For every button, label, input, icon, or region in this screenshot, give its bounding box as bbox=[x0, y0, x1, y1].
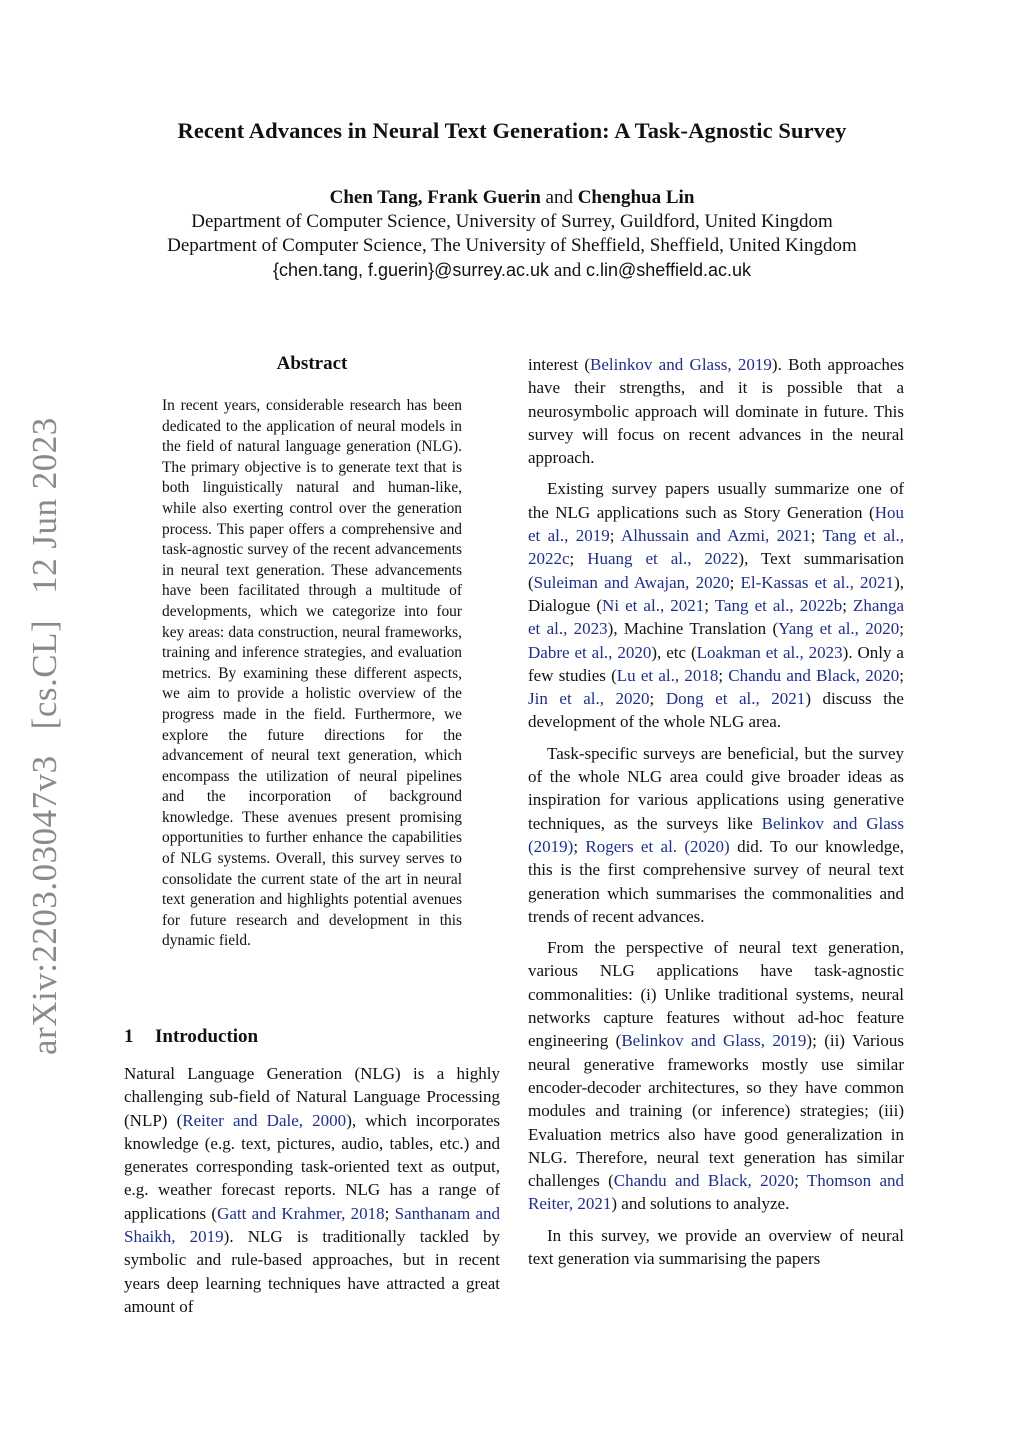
citation-link[interactable]: Loakman et al., 2023 bbox=[696, 642, 843, 662]
citation-link[interactable]: Zhanga et al., 2023 bbox=[528, 595, 905, 639]
citation-link[interactable]: Rogers et al. (2020) bbox=[585, 836, 730, 856]
section-heading-introduction bbox=[124, 1026, 258, 1048]
paragraph: From the perspective of neural text generation, various NLG applications have task-agnostic commonalities: (i) Unlike traditional systems, neural networks capture features without ad-hoc feature engineering (Belinkov and Glass, 2019); (ii) Various neural generative frameworks mostly use similar encoder-decoder architectures, so they have common modules and training (or inference) strategies; (iii) Evaluation metrics also have good generalization in NLG. Therefore, neural text generation has similar challenges (Chandu and Black, 2020; Thomson and Reiter, 2021) and solutions to analyze. bbox=[528, 938, 905, 1214]
email-and: and bbox=[553, 260, 582, 281]
arxiv-date: 12 Jun 2023 bbox=[25, 417, 64, 594]
author-emails bbox=[0, 258, 1024, 283]
citation-link[interactable]: Chandu and Black, 2020 bbox=[613, 1171, 795, 1191]
citation-link[interactable]: Lu et al., 2018 bbox=[616, 665, 719, 685]
citation-link[interactable]: Hou et al., 2019 bbox=[528, 502, 904, 546]
arxiv-id[interactable]: arXiv:2203.03047v3 bbox=[25, 755, 64, 1055]
paragraph: Task-specific surveys are beneficial, but the survey of the whole NLG area could give broader ideas as inspiration for various applications using generative techniques, as the surveys like Belinkov and Glass (2019); Rogers et al. (2020) did. To our knowledge, this is the first comprehensive survey of neural text generation which summarises the commonalities and trends of recent advances. bbox=[528, 743, 905, 926]
citation-link[interactable]: Thomson and Reiter, 2021 bbox=[528, 1171, 904, 1214]
arxiv-category: [cs.CL] bbox=[25, 619, 64, 730]
paragraph: In this survey, we provide an overview of neural text generation via summarising the papers bbox=[528, 1225, 904, 1268]
email-surrey[interactable]: {chen.tang, f.guerin}@surrey.ac.uk bbox=[272, 260, 550, 280]
paper-title: Recent Advances in Neural Text Generation: A Task-Agnostic Survey bbox=[177, 118, 847, 143]
section-title: Introduction bbox=[155, 1026, 259, 1047]
citation-link[interactable]: Belinkov and Glass, 2019 bbox=[590, 355, 772, 374]
citation-link[interactable]: Belinkov and Glass, 2019 bbox=[621, 1031, 807, 1051]
citation-link[interactable]: Ni et al., 2021 bbox=[602, 595, 705, 615]
citation-link[interactable]: Belinkov and Glass (2019) bbox=[528, 813, 905, 856]
citation-link[interactable]: Dabre et al., 2020 bbox=[528, 642, 652, 662]
citation-link[interactable]: Santhanam and Shaikh, 2019 bbox=[124, 1203, 500, 1247]
author-names bbox=[0, 186, 1024, 210]
citation-link[interactable]: Chandu and Black, 2020 bbox=[728, 665, 900, 685]
citation-link[interactable]: Alhussain and Azmi, 2021 bbox=[620, 526, 811, 546]
citation-link[interactable]: Yang et al., 2020 bbox=[778, 619, 900, 639]
citation-link[interactable]: Tang et al., 2022b bbox=[714, 595, 843, 615]
author-block bbox=[0, 186, 1024, 283]
right-column bbox=[528, 353, 904, 1270]
paragraph: Existing survey papers usually summarize one of the NLG applications such as Story Generation (Hou et al., 2019; Alhussain and Azmi, 2021; Tang et al., 2022c; Huang et al., 2022), Text summarisation (Suleiman and Awajan, 2020; El-Kassas et al., 2021), Dialogue (Ni et al., 2021; Tang et al., 2022b; Zhanga et al., 2023), Machine Translation (Yang et al., 2020; Dabre et al., 2020), etc (Loakman et al., 2023). Only a few studies (Lu et al., 2018; Chandu and Black, 2020; Jin et al., 2020; Dong et al., 2021) discuss the development of the whole NLG area. bbox=[528, 479, 905, 732]
arxiv-stamp bbox=[25, 417, 65, 1055]
email-sheffield[interactable]: c.lin@sheffield.ac.uk bbox=[586, 260, 752, 280]
citation-link[interactable]: Dong et al., 2021 bbox=[665, 689, 806, 709]
intro-left-column bbox=[124, 1062, 500, 1318]
citation-link[interactable]: Tang et al., 2022c bbox=[528, 526, 904, 569]
citation-link[interactable]: Reiter and Dale, 2000 bbox=[182, 1110, 347, 1130]
author-and: and bbox=[545, 187, 573, 208]
citation-link[interactable]: Huang et al., 2022 bbox=[587, 549, 739, 569]
citation-link[interactable]: Jin et al., 2020 bbox=[528, 689, 650, 709]
paragraph: interest (Belinkov and Glass, 2019). Both approaches have their strengths, and it is possible that a neurosymbolic approach will dominate in future. This survey will focus on recent advances in the neural approach. bbox=[528, 355, 905, 468]
section-number: 1 bbox=[124, 1026, 134, 1047]
abstract-heading: Abstract bbox=[276, 353, 348, 374]
author-names-1-2: Chen Tang, Frank Guerin bbox=[329, 187, 541, 208]
citation-link[interactable]: Gatt and Krahmer, 2018 bbox=[217, 1203, 385, 1223]
abstract-text: In recent years, considerable research has been dedicated to the application of neural models in the field of natural language generation (NLG). The primary objective is to generate text that is both linguistically natural and human-like, while also exerting control over the generation process. This paper offers a comprehensive and task-agnostic survey of the recent advancements in neural text generation. These advancements have been facilitated through a multitude of developments, which we categorize into four key areas: data construction, neural frameworks, training and inference strategies, and evaluation metrics. By examining these different aspects, we aim to provide a holistic overview of the progress made in the field. Furthermore, we explore the future directions for the advancement of neural text generation, which encompass the utilization of neural pipelines and the incorporation of background knowledge. These avenues present promising opportunities to further enhance the capabilities of NLG systems. Overall, this survey serves to consolidate the current state of the art in neural text generation and highlights potential avenues for future research and development in this dynamic field. bbox=[162, 397, 462, 950]
intro-paragraph: Natural Language Generation (NLG) is a highly challenging sub-field of Natural Language Processing (NLP) (Reiter and Dale, 2000), which incorporates knowledge (e.g. text, pictures, audio, tables, etc.) and generates corresponding task-oriented text as output, e.g. weather forecast reports. NLG has a range of applications (Gatt and Krahmer, 2018; Santhanam and Shaikh, 2019). NLG is traditionally tackled by symbolic and rule-based approaches, but in recent years deep learning techniques have attracted a great amount of bbox=[124, 1064, 500, 1316]
affiliation-sheffield: Department of Computer Science, The University of Sheffield, Sheffield, United Kingdom bbox=[167, 235, 857, 256]
citation-link[interactable]: El-Kassas et al., 2021 bbox=[740, 572, 895, 592]
citation-link[interactable]: Suleiman and Awajan, 2020 bbox=[533, 572, 730, 592]
author-name-3: Chenghua Lin bbox=[577, 187, 695, 208]
affiliation-surrey: Department of Computer Science, University of Surrey, Guildford, United Kingdom bbox=[191, 211, 833, 232]
